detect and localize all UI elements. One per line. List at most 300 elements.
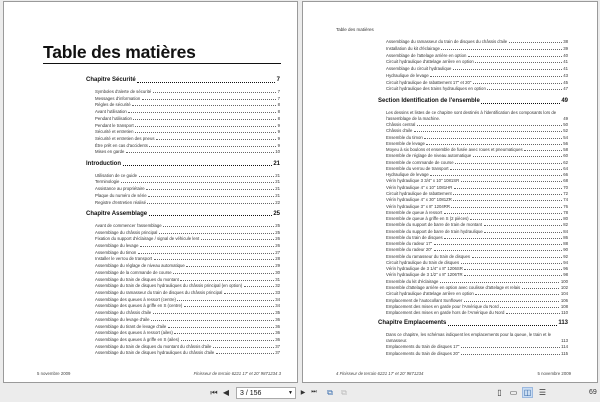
dot-leader [142,99,276,100]
toc-entry[interactable] [95,89,280,94]
dot-leader [168,327,274,328]
single-page-view-icon[interactable]: ▯ [497,388,502,397]
toc-entry[interactable] [95,263,280,268]
toc-entry-page: 113 [561,337,568,343]
toc-entry-page: 45 [563,79,568,85]
toc-entry-page: 56 [563,140,568,146]
toc-entry[interactable] [386,73,568,78]
toc-entry-page: 21 [275,192,280,198]
toc-entry-page: 78 [563,209,568,215]
toc-entry-page: 38 [563,39,568,44]
toc-entry[interactable] [386,310,568,315]
toc-entry-label: Assemblage du ramasseur du train de disques du châssis principal [95,290,223,295]
toc-entry[interactable] [386,344,568,349]
dot-leader [453,194,562,195]
toc-entry-label: Circuit hydraulique du train de disques [386,259,460,265]
dot-leader [154,259,274,260]
toc-entry-label: Assemblage du train de disques du montant [95,276,179,282]
toc-entry-page: 74 [563,197,568,203]
toc-entry-label: Assemblage des queues à ressort (ailes) [95,330,173,336]
toc-entry[interactable] [95,96,280,101]
toc-entry-page: 7 [277,95,280,101]
toc-entry-label: Assemblage du train de disques du montant du châssis d'aile [95,343,212,349]
toc-entry-page: 60 [563,153,568,159]
dot-leader [177,300,273,301]
continuous-view-icon[interactable]: ▭ [509,388,518,397]
toc-entry[interactable] [386,241,568,246]
toc-entry[interactable] [386,260,568,265]
toc-entry-page: 98 [563,272,568,278]
dot-leader [147,203,273,204]
dot-leader [126,152,274,153]
toc-entry-label: Assemblage de la commande de course [95,269,172,275]
last-page-button[interactable]: ⏭ [311,389,317,395]
pdf-page-left [3,1,298,383]
toc-entry[interactable] [95,303,280,308]
toc-entry-label: Circuit hydraulique de rabattement [386,190,452,196]
first-page-button[interactable]: ⏮ [210,387,218,397]
dot-leader [470,219,562,220]
dot-leader [472,257,562,258]
toc-entry-page: 8 [277,109,280,115]
toc-entry[interactable] [386,166,568,171]
dot-leader [475,62,561,63]
toc-entry-page: 9 [277,136,280,142]
toc-entry-label: Emplacements du train de disques 20" [386,350,460,356]
dot-leader [148,196,274,197]
dot-leader [417,125,562,126]
toc-entry[interactable] [386,153,568,158]
dot-leader [509,42,562,43]
toc-entry[interactable] [386,185,568,190]
toc-entry[interactable] [386,247,568,252]
toc-entry[interactable] [386,135,568,140]
toc-entry-page: 115 [561,350,568,356]
toc-entry[interactable] [95,186,280,191]
toc-entry-page: 9 [277,142,280,148]
toc-entry-page: 88 [563,241,568,247]
toc-entry-label: Assemblage du réglage de niveau automatique [95,263,185,269]
dot-leader [430,76,561,77]
toc-entry[interactable] [386,46,568,51]
toc-entry[interactable] [386,279,568,284]
toc-entry-label: Ensemble du verrou de transport [386,165,449,171]
toc-entry[interactable] [95,350,280,355]
dot-leader [153,92,276,93]
toc-entry-label: Hydraulique de levage [386,172,429,178]
toc-entry[interactable] [386,254,568,259]
toc-entry-label: Ensemble du ramasseur du train de disques [386,253,471,259]
toc-entry[interactable] [386,172,568,177]
toc-entry-page: 114 [561,344,568,350]
toc-entry-page: 10 [275,149,280,155]
toc-entry[interactable] [95,277,280,282]
toc-entry[interactable] [95,193,280,198]
dot-leader [440,282,559,283]
dot-leader [455,163,562,164]
toc-entry[interactable] [386,298,568,303]
toc-entry[interactable] [386,160,568,165]
toc-entry-label: Vérin hydraulique de 3 1/4" x 8" 1206SR [386,266,463,272]
toc-entry-label: Assemblage du train de disques hydrauliques du châssis d'aile [95,350,215,356]
toc-entry-page: 72 [563,190,568,196]
toc-entry-page: 94 [563,259,568,265]
toc-entry-label: Circuit hydraulique des trains hydrauliques en option [386,86,486,92]
dot-leader [475,294,559,295]
toc-entry-page: 113 [558,320,568,327]
toc-entry-label: Messages d'information [95,95,141,101]
toc-entry[interactable] [95,310,280,315]
dot-leader [464,269,561,270]
toc-entry[interactable] [95,129,280,134]
toc-entry-label: Circuit hydraulique d'attelage arrière en option [386,291,474,297]
toc-entry[interactable] [95,123,280,128]
toc-entry-page: 34 [275,296,280,302]
toc-entry-page: 49 [563,115,568,121]
footer-doc: Finisseur de terrain 6221 17' et 20' 9871234 3 [193,371,281,376]
toc-entry[interactable] [95,223,280,228]
toc-entry-page: 96 [563,266,568,272]
toc-entry-label: Utilisation de ce guide [95,172,138,178]
footer-date: 5 novembre 2009 [37,371,71,376]
toc-entry[interactable] [95,243,280,248]
toc-entry-label: Ensemble de commande de course [386,159,454,165]
toc-entry-label: Vérin hydraulique 3" x 8" 1204RR [386,203,450,209]
dot-leader [453,69,562,70]
toc-entry-label: Terminologie [95,179,120,185]
prev-page-button[interactable]: ◀ [222,388,230,397]
dot-leader [216,353,274,354]
zoom-level[interactable]: 69 [589,389,597,396]
toc-entry-page: 22 [275,199,280,205]
toc-entry-page: 58 [563,147,568,153]
toc-entry[interactable] [386,216,568,221]
footer-doc: 4 Finisseur de terrain 6221 17' et 20' 9871234 [336,371,424,376]
toc-entry[interactable] [386,204,568,209]
title-rule [43,63,281,64]
dot-leader [138,253,274,254]
toc-entry[interactable] [95,344,280,349]
toc-entry-label: Châssis central [386,122,416,127]
dot-leader [180,280,273,281]
toc-entry[interactable] [95,236,280,241]
toc-entry-page: 76 [563,203,568,209]
toc-entry[interactable] [95,109,280,114]
toc-entry[interactable] [95,270,280,275]
toc-entry-page: 90 [563,247,568,253]
dot-leader [146,189,274,190]
toc-entry-page: 54 [563,134,568,140]
toc-entry[interactable] [95,143,280,148]
toc-entry[interactable] [386,147,568,152]
dot-leader [135,126,276,127]
toc-entry-label: Avant l'utilisation [95,109,127,115]
toc-entry-label: Assemblage des queues à griffe en S (centre) [95,303,183,309]
toc-entry[interactable] [386,229,568,234]
toc-entry-label: Sécurité et entretien des pneus [95,136,155,142]
toc-chapter-entry[interactable] [86,211,280,218]
toc-entry[interactable] [386,80,568,85]
running-header: Table des matières [336,27,374,32]
toc-entry[interactable] [386,197,568,202]
toc-entry-label: Ensemble de réglage de niveau automatique [386,153,472,159]
toc-entry[interactable] [386,178,568,183]
toc-entry-page: 70 [563,184,568,190]
toc-entry-label: Assemblage du train de disques hydrauliques du châssis principal (en option) [95,283,243,289]
toc-entry-label: Ensemble du radeur 20" [386,247,433,253]
dot-leader [174,333,273,334]
toc-entry[interactable] [95,283,280,288]
toc-entry-page: 30 [275,269,280,275]
dot-leader [133,119,276,120]
dot-leader [184,306,274,307]
toc-entry-label: Assemblage du ramasseur du train de disques du châssis d'aile [386,39,508,44]
chapter-intro [386,110,568,121]
toc-entry-label: Registre d'entretien réalisé [95,199,146,205]
rotate-view-icon[interactable]: ⧉ [327,387,333,397]
toc-entry-page: 39 [563,45,568,51]
dot-leader [454,188,562,189]
toc-entry-page: 36 [275,323,280,329]
toc-entry-page: 41 [563,59,568,65]
toc-entry-page: 7 [277,89,280,94]
toc-entry[interactable] [95,173,280,178]
toc-entry[interactable] [95,200,280,205]
toc-entry-label: Chapitre Sécurité [86,77,136,83]
toc-entry-label: Emplacement des mises en garde hors de l'Amérique du Nord [386,310,505,316]
toc-entry-page: 26 [275,242,280,248]
toc-entry-page: 36 [275,330,280,336]
toc-entry[interactable] [95,317,280,322]
toc-entry[interactable] [95,179,280,184]
toc-entry-page: 43 [563,72,568,78]
dot-leader [461,263,562,264]
toc-chapter-entry[interactable] [378,98,568,105]
toc-entry-page: 66 [563,172,568,178]
toc-entry[interactable] [95,102,280,107]
toc-entry-page: 84 [563,228,568,234]
toc-entry-label: Emplacement des mises en garde pour l'Amérique du Nord [386,303,499,309]
toc-entry-label: Symboles d'alerte de sécurité [95,89,152,94]
dot-leader [487,89,561,90]
toc-entry-label: Vérin hydraulique de 3 1/2" x 8" 1206TR [386,272,463,278]
toc-entry-page: 104 [560,291,568,297]
dot-leader [132,105,276,106]
dot-leader [461,347,560,348]
toc-entry-label: Assemblage du circuit hydraulique [386,66,452,71]
dot-leader [151,320,274,321]
dot-leader [123,165,272,166]
toc-entry-label: Assemblage des queues à griffe en S (ailes) [95,337,180,343]
dot-leader [149,215,272,216]
toc-entry-page: 8 [277,115,280,121]
dot-leader [181,340,274,341]
dot-leader [444,238,562,239]
toc-entry[interactable] [95,337,280,342]
toc-entry-page: 52 [563,128,568,134]
toc-entry[interactable] [95,116,280,121]
toc-entry-page: 28 [275,256,280,262]
toc-entry[interactable] [386,86,568,91]
toc-entry[interactable] [386,304,568,309]
dot-leader [156,139,276,140]
toc-entry-page: 33 [275,290,280,295]
toc-entry[interactable] [386,272,568,277]
toc-entry-page: 41 [563,66,568,71]
toc-entry-page: 47 [563,86,568,92]
toc-entry-page: 32 [275,283,280,289]
toc-entry[interactable] [386,53,568,58]
rotate-view-alt-icon[interactable]: ⧉ [341,387,347,397]
toc-entry-page: 50 [563,122,568,127]
toc-entry[interactable] [386,291,568,296]
dot-leader [139,176,274,177]
toc-entry-page: 25 [275,222,280,228]
dot-leader [128,112,276,113]
toc-entry-label: Assemblage du levage d'aile [95,316,150,322]
toc-entry-label: Ensemble de levage [386,140,425,146]
toc-entry-label: Pendant le transport [95,122,134,128]
toc-entry[interactable] [386,222,568,227]
toc-entry[interactable] [95,256,280,261]
page-number-input[interactable] [236,387,296,399]
dot-leader [159,233,274,234]
toc-entry[interactable] [386,122,568,127]
dot-leader [153,313,274,314]
toc-entry-page: 21 [275,186,280,192]
toc-entry-label: Ensemble de queue à griffe en S (2 pièces) [386,216,469,222]
toc-entry-page: 35 [275,310,280,316]
page-indicator: 3 / 156 [240,389,262,397]
dot-leader [224,293,274,294]
dot-leader [506,313,560,314]
toc-entry[interactable] [95,149,280,154]
toc-entry-label: Emplacements du train de disques 17" [386,344,460,350]
toc-entry[interactable] [95,250,280,255]
dot-leader [461,354,560,355]
toc-entry-page: 80 [563,216,568,222]
toc-entry-page: 106 [560,297,568,303]
two-page-continuous-view-icon[interactable]: ☰ [538,388,547,397]
toc-entry[interactable] [386,235,568,240]
toc-entry-label: Installation du kit d'éclairage [386,45,440,51]
toc-entry-label: Circuit hydraulique d'attelage arrière en option [386,59,474,65]
toc-entry[interactable] [386,285,568,290]
toc-entry-page: 8 [277,102,280,108]
toc-entry-label: Châssis d'aile [386,128,413,134]
toc-entry[interactable] [386,141,568,146]
toc-entry-page: 37 [275,343,280,349]
dot-leader [213,347,274,348]
toc-entry-page: 92 [563,253,568,259]
toc-entry[interactable] [386,128,568,133]
dot-leader [450,169,562,170]
toc-entry-page: 62 [563,159,568,165]
toc-entry-label: Sécurité et entretien [95,129,134,135]
dot-leader [522,288,560,289]
toc-entry-label: Règles de sécurité [95,102,131,108]
toc-entry-label: Mises en garde [95,149,125,155]
dot-leader [149,146,276,147]
toc-chapter-entry[interactable] [86,77,280,84]
toc-entry-label: Avant de commencer l'assemblage [95,222,162,228]
toc-entry[interactable] [386,191,568,196]
dot-leader [121,182,274,183]
toc-entry-page: 36 [275,316,280,322]
toc-entry-page: 21 [273,160,280,167]
toc-entry[interactable] [386,266,568,271]
toc-entry[interactable] [95,136,280,141]
toc-entry-page: 100 [560,278,568,284]
footer-date: 5 novembre 2009 [537,371,571,376]
toc-entry-page: 25 [275,229,280,235]
toc-entry-page: 9 [277,122,280,128]
toc-entry[interactable] [386,351,568,356]
dot-leader [244,286,274,287]
dot-leader [473,156,562,157]
toc-entry-label: Plaque du numéro de série [95,192,147,198]
toc-entry-page: 7 [276,77,280,83]
toc-entry[interactable] [95,297,280,302]
toc-entry[interactable] [386,210,568,215]
toc-entry[interactable] [95,330,280,335]
dot-leader [524,150,562,151]
toc-entry-label: Assemblage du châssis principal [95,229,158,235]
toc-entry-page: 37 [275,350,280,356]
toc-entry[interactable] [386,39,568,44]
toc-entry-page: 68 [563,178,568,184]
toc-entry-page: 36 [275,337,280,343]
dot-leader [468,56,562,57]
dot-leader [137,82,275,83]
dot-leader [430,175,561,176]
toc-entry-label: Chapitre Emplacements [378,320,447,327]
toc-chapter-entry[interactable] [86,161,280,168]
chevron-down-icon[interactable]: ▼ [288,390,293,396]
dot-leader [451,207,561,208]
toc-entry-label: Ensemble de queue à ressort [386,209,443,215]
dot-leader [461,181,562,182]
toc-entry[interactable] [95,230,280,235]
toc-entry-label: Assistance au propriétaire [95,186,145,192]
toc-entry-page: 110 [561,310,568,316]
toc-entry-label: Vérin hydraulique 3 3/4" x 10" 1081SR [386,178,460,184]
pdf-page-right [302,1,598,383]
toc-entry-label: Pendant l'utilisation [95,115,132,121]
toc-entry-label: Ensemble du support de barre de train hydraulique [386,228,483,234]
toc-entry[interactable] [95,290,280,295]
toc-entry-label: Ensemble du radeur 17" [386,241,433,247]
dot-leader [201,239,274,240]
toc-entry[interactable] [386,66,568,71]
two-page-view-icon[interactable]: ◫ [523,388,532,397]
toc-entry-page: 82 [563,222,568,228]
toc-entry-page: 49 [561,98,568,104]
dot-leader [464,301,560,302]
next-page-button[interactable]: ▶ [300,390,306,396]
dot-leader [434,250,562,251]
toc-entry[interactable] [95,324,280,329]
toc-entry-label: Vérin hydraulique 4" x 10" 1081HR [386,184,453,190]
dot-leader [173,273,274,274]
toc-entry-label: Ensemble du timon [386,134,423,140]
toc-chapter-entry[interactable] [378,320,568,327]
toc-entry-page: 108 [560,303,568,309]
toc-entry-label: Section Identification de l'ensemble [378,98,480,104]
dot-leader [500,307,559,308]
dot-leader [453,200,561,201]
toc-entry[interactable] [386,59,568,64]
